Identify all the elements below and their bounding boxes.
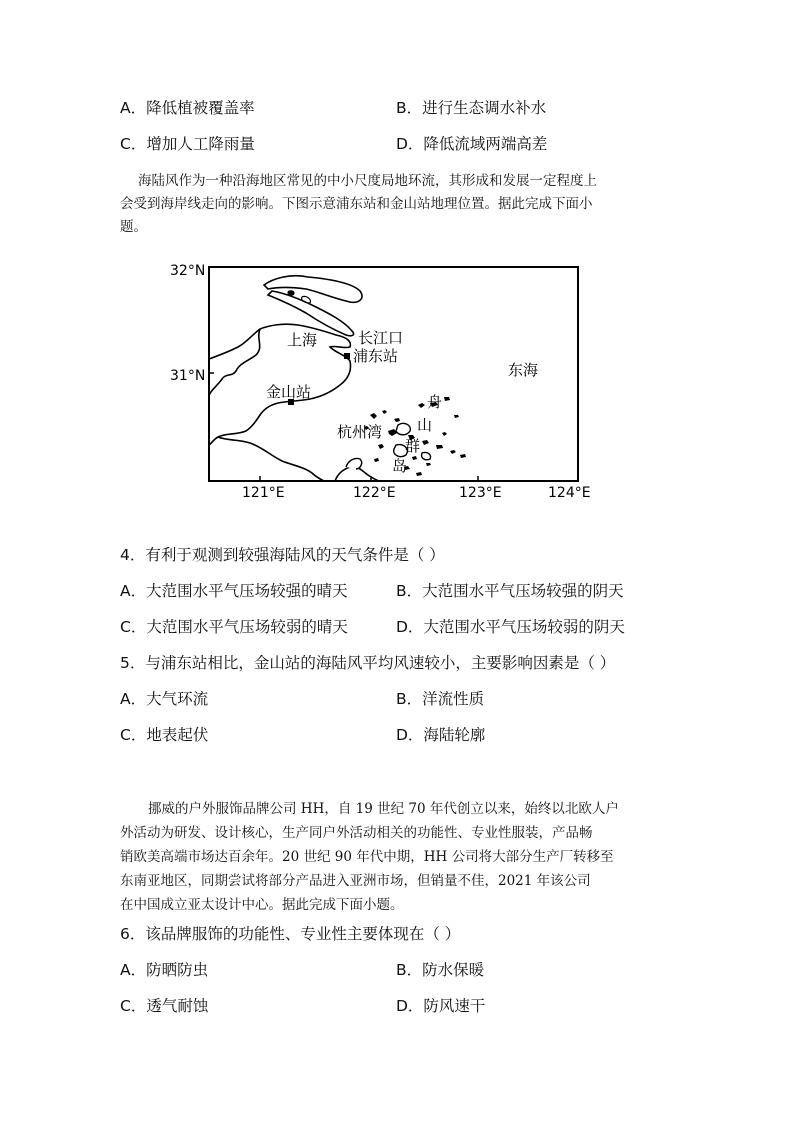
lat-31-label: 31°N: [170, 368, 206, 384]
q4-option-c: C．大范围水平气压场较弱的晴天: [120, 618, 348, 636]
zhoushan-label-3: 群: [405, 437, 421, 455]
option-b: B．进行生态调水补水: [396, 99, 547, 117]
q6-option-c: C．透气耐蚀: [120, 997, 209, 1015]
zhoushan-label-2: 山: [417, 416, 433, 434]
location-map: [160, 255, 600, 505]
pudong-station-label: 浦东站: [353, 347, 399, 365]
q4-option-a: A．大范围水平气压场较强的晴天: [120, 582, 348, 600]
q6-option-a: A．防晒防虫: [120, 961, 209, 979]
passage2-line1: 挪威的户外服饰品牌公司 HH，自 19 世纪 70 年代创立以来，始终以北欧人户: [148, 801, 619, 817]
donghai-label: 东海: [508, 361, 539, 379]
lat-32-label: 32°N: [170, 263, 206, 279]
option-d: D．降低流域两端高差: [396, 135, 548, 153]
passage2-line2: 外活动为研发、设计核心，生产同户外活动相关的功能性、专业性服装，产品畅: [120, 825, 593, 841]
q5-option-d: D．海陆轮廓: [396, 726, 486, 744]
passage2-line5: 在中国成立亚太设计中心。据此完成下面小题。: [120, 897, 404, 913]
pudong-station-marker: [344, 353, 350, 359]
q6-option-b: B．防水保暖: [396, 961, 485, 979]
q5-stem: 5．与浦东站相比，金山站的海陆风平均风速较小，主要影响因素是（ ）: [120, 654, 616, 672]
q4-option-b: B．大范围水平气压场较强的阴天: [396, 582, 624, 600]
q4-option-d: D．大范围水平气压场较弱的阴天: [396, 618, 625, 636]
hangzhou-bay-label: 杭州湾: [337, 423, 383, 441]
zhoushan-label-1: 舟: [427, 393, 443, 411]
q6-stem: 6．该品牌服饰的功能性、专业性主要体现在（ ）: [120, 925, 461, 943]
q5-option-c: C．地表起伏: [120, 726, 209, 744]
lon-121-label: 121°E: [242, 485, 285, 501]
shanghai-label: 上海: [287, 331, 318, 349]
passage2-line4: 东南亚地区，同期尝试将部分产品进入亚洲市场，但销量不佳，2021 年该公司: [120, 873, 591, 889]
lon-124-label: 124°E: [548, 485, 591, 501]
zhoushan-label-4: 岛: [392, 457, 408, 475]
option-a: A．降低植被覆盖率: [120, 99, 255, 117]
passage1-line1: 海陆风作为一种沿海地区常见的中小尺度局地环流，其形成和发展一定程度上: [138, 173, 597, 189]
q6-option-d: D．防风速干: [396, 997, 486, 1015]
option-c: C．增加人工降雨量: [120, 135, 255, 153]
passage2-line3: 销欧美高端市场达百余年。20 世纪 90 年代中期，HH 公司将大部分生产厂转移至: [120, 849, 614, 865]
jinshan-station-label: 金山站: [266, 383, 312, 401]
lon-122-label: 122°E: [353, 485, 396, 501]
passage1-line2: 会受到海岸线走向的影响。下图示意浦东站和金山站地理位置。据此完成下面小: [120, 196, 593, 212]
changjiangkou-label: 长江口: [358, 329, 404, 347]
q5-option-a: A．大气环流: [120, 690, 209, 708]
passage1-line3: 题。: [120, 219, 147, 235]
q4-stem: 4．有利于观测到较强海陆风的天气条件是（ ）: [120, 546, 445, 564]
lon-123-label: 123°E: [459, 485, 502, 501]
q5-option-b: B．洋流性质: [396, 690, 485, 708]
